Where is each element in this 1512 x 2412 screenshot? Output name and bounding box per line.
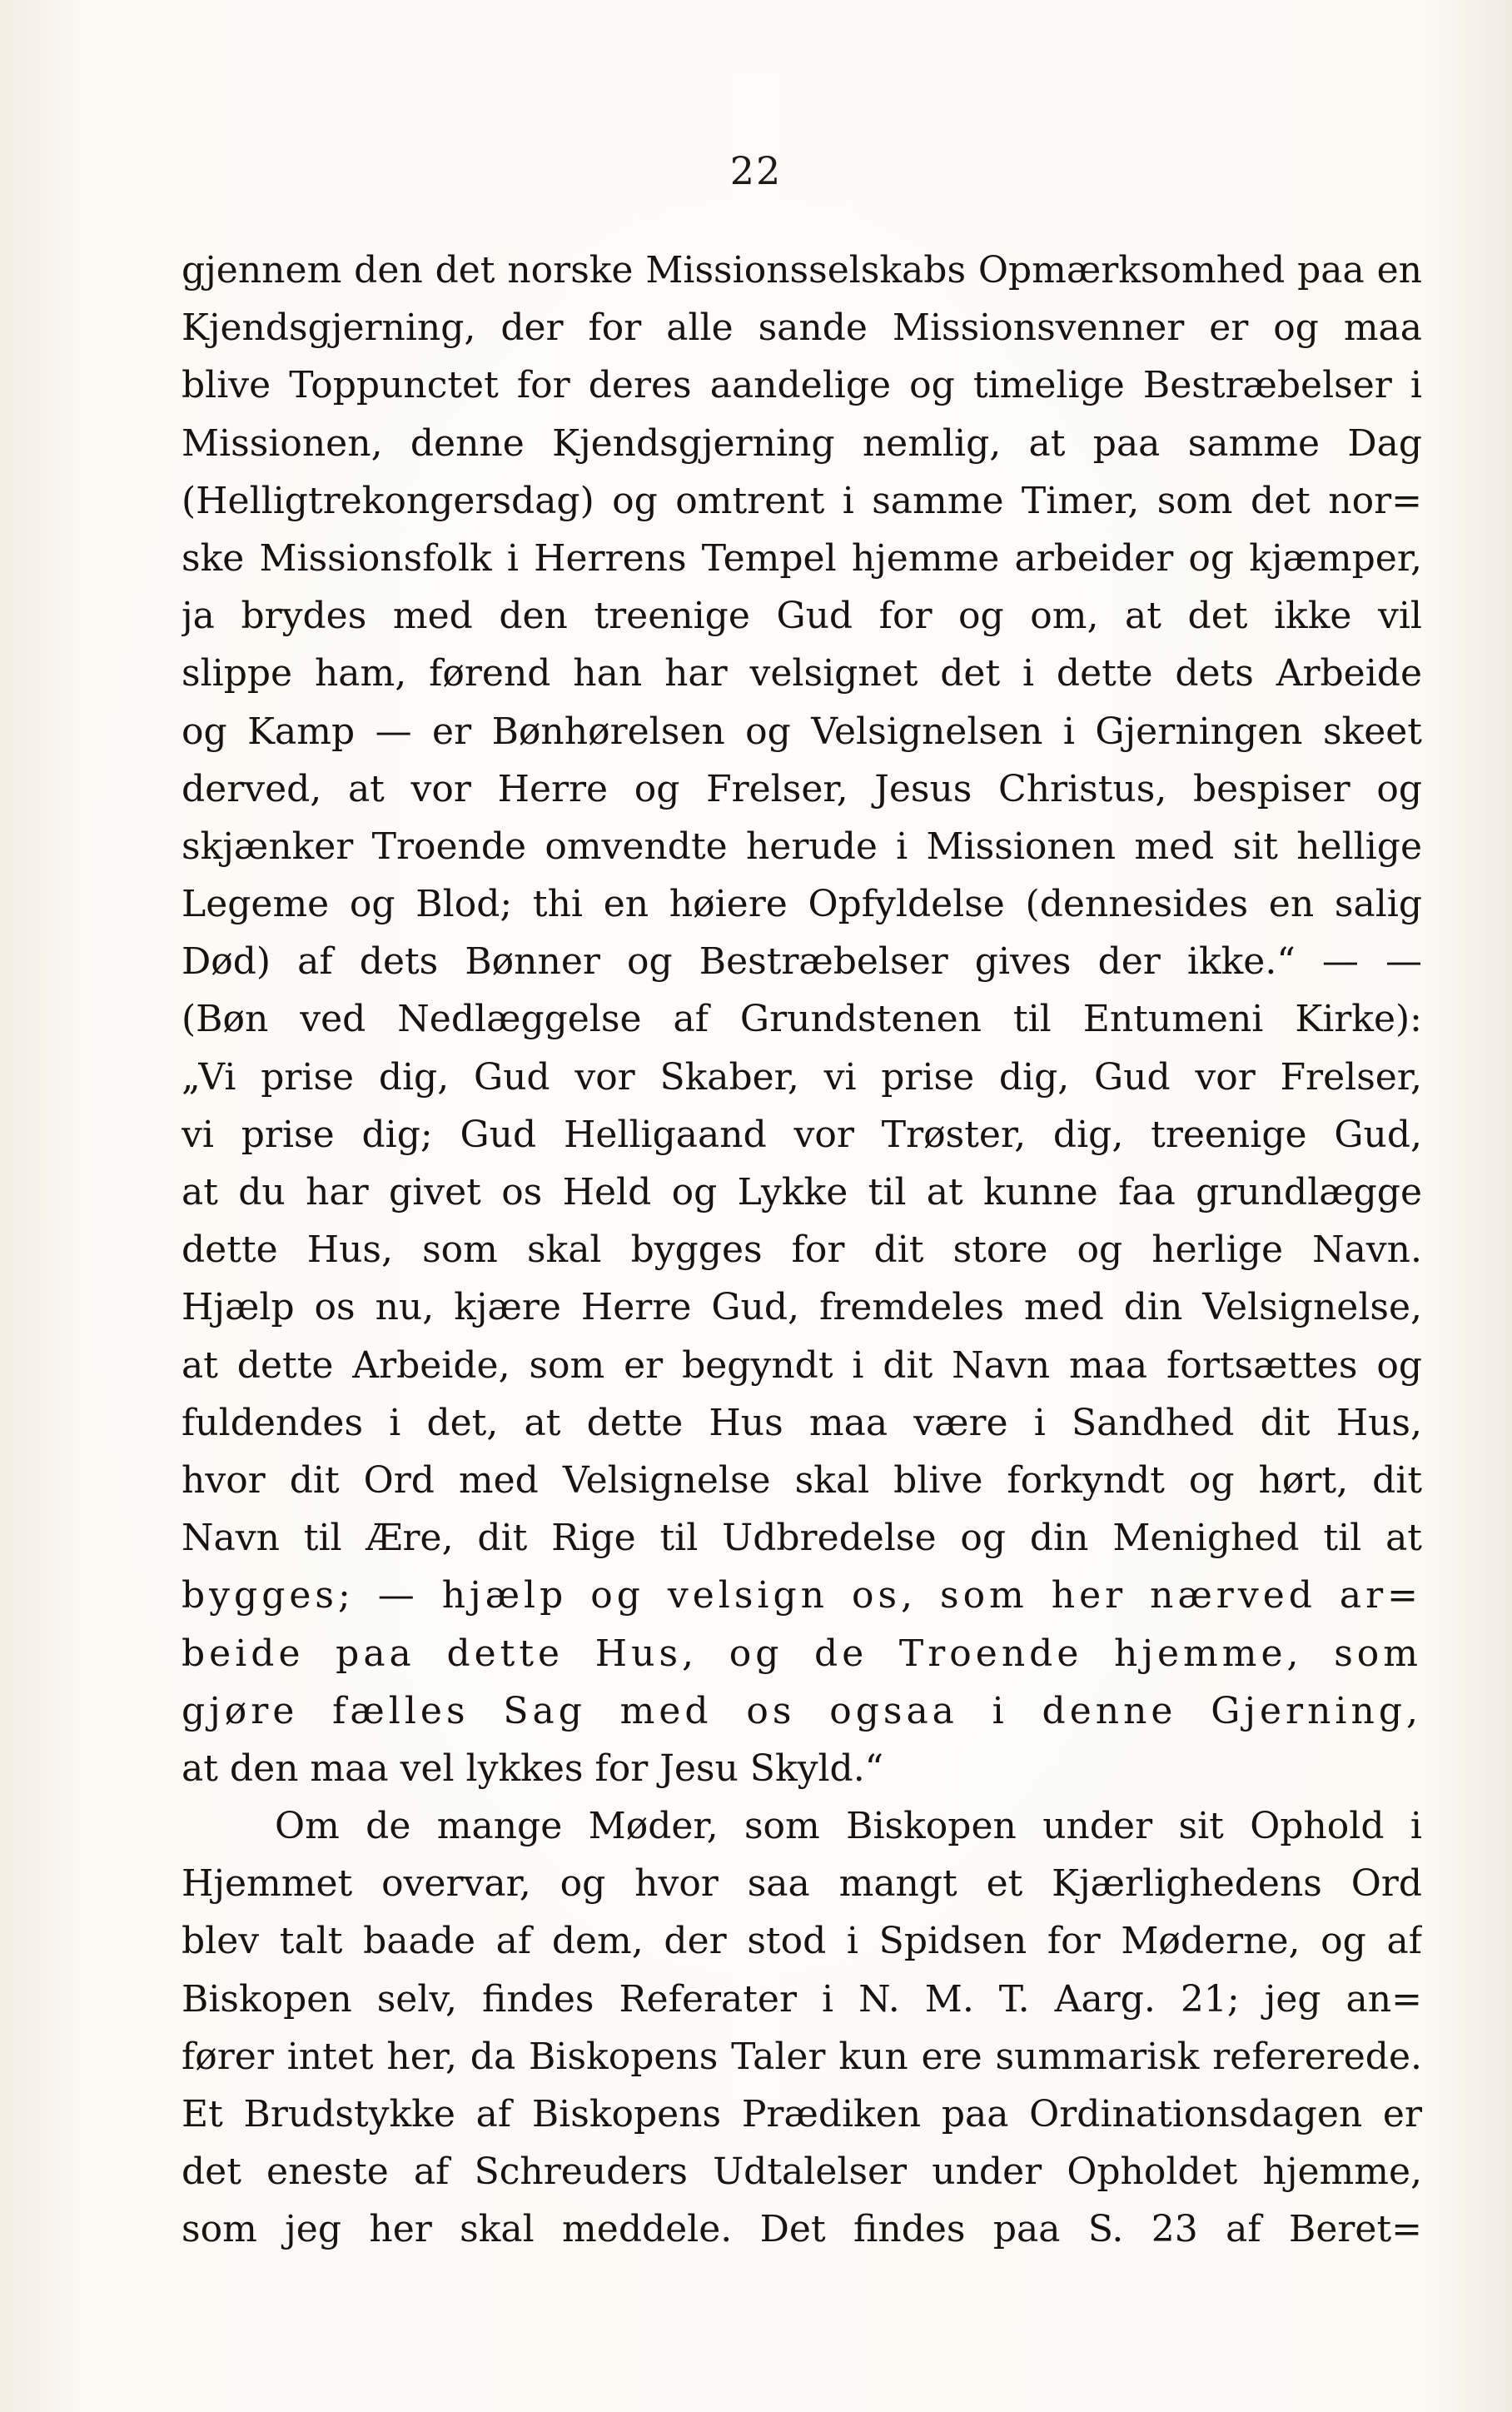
text-line: og Kamp — er Bønhørelsen og Velsignelsen i Gjerningen skeet (182, 710, 1422, 753)
text-line: blive Toppunctet for deres aandelige og timelige Bestræbelser i (182, 364, 1422, 407)
text-line: „Vi prise dig, Gud vor Skaber, vi prise dig, Gud vor Frelser, (182, 1055, 1422, 1099)
text-line: Hjælp os nu, kjære Herre Gud, fremdeles med din Velsignelse, (182, 1286, 1422, 1329)
text-line: Biskopen selv, findes Referater i N. M. T. Aarg. 21; jeg an= (182, 1977, 1422, 2021)
text-line: som jeg her skal meddele. Det findes paa S. 23 af Beret= (182, 2208, 1422, 2251)
text-line: at den maa vel lykkes for Jesu Skyld.“ (182, 1747, 884, 1790)
text-line: bygges; — hjælp og velsign os, som her nærved ar= (182, 1574, 1422, 1617)
text-line: fører intet her, da Biskopens Taler kun ere summarisk refererede. (182, 2035, 1422, 2078)
text-line: (Helligtrekongersdag) og omtrent i samme Timer, som det nor= (182, 479, 1422, 522)
text-line: Et Brudstykke af Biskopens Prædiken paa Ordinationsdagen er (182, 2093, 1422, 2135)
text-line: blev talt baade af dem, der stod i Spidsen for Møderne, og af (182, 1920, 1422, 1963)
page-number: 22 (729, 148, 783, 193)
text-line: vi prise dig; Gud Helligaand vor Trøster, dig, treenige Gud, (182, 1113, 1422, 1156)
text-line: gjennem den det norske Missionsselskabs Opmærksomhed paa en (182, 249, 1422, 292)
text-line: det eneste af Schreuders Udtalelser under Opholdet hjemme, (182, 2150, 1422, 2194)
text-line: beide paa dette Hus, og de Troende hjemme, som (182, 1632, 1422, 1675)
text-line: at du har givet os Held og Lykke til at kunne faa grundlægge (182, 1171, 1422, 1213)
text-line: fuldendes i det, at dette Hus maa være i Sandhed dit Hus, (182, 1401, 1422, 1444)
text-line: Død) af dets Bønner og Bestræbelser gives der ikke.“ — — (182, 940, 1422, 984)
text-line: Kjendsgjerning, der for alle sande Missionsvenner er og maa (182, 306, 1422, 350)
text-line: dette Hus, som skal bygges for dit store og herlige Navn. (182, 1228, 1422, 1272)
text-line: (Bøn ved Nedlæggelse af Grundstenen til Entumeni Kirke): (182, 998, 1422, 1041)
text-line: Legeme og Blod; thi en høiere Opfyldelse (dennesides en salig (182, 883, 1422, 926)
text-line: at dette Arbeide, som er begyndt i dit Navn maa fortsættes og (182, 1343, 1422, 1387)
text-line: gjøre fælles Sag med os ogsaa i denne Gjerning, (182, 1689, 1422, 1732)
text-line: Navn til Ære, dit Rige til Udbredelse og din Menighed til at (182, 1517, 1422, 1560)
text-line: derved, at vor Herre og Frelser, Jesus Christus, bespiser og (182, 767, 1422, 810)
text-line: Missionen, denne Kjendsgjerning nemlig, at paa samme Dag (182, 421, 1422, 465)
text-line: Hjemmet overvar, og hvor saa mangt et Kjærlighedens Ord (182, 1862, 1422, 1906)
text-line: ske Missionsfolk i Herrens Tempel hjemme arbeider og kjæmper, (182, 536, 1422, 580)
text-line: ja brydes med den treenige Gud for og om, at det ikke vil (182, 595, 1422, 638)
text-line: Om de mange Møder, som Biskopen under sit Ophold i (275, 1805, 1422, 1848)
text-line: slippe ham, førend han har velsignet det i dette dets Arbeide (182, 652, 1422, 695)
body-text (182, 242, 1422, 2259)
text-line: hvor dit Ord med Velsignelse skal blive forkyndt og hørt, dit (182, 1458, 1422, 1502)
text-line: skjænker Troende omvendte herude i Missionen med sit hellige (182, 825, 1422, 868)
